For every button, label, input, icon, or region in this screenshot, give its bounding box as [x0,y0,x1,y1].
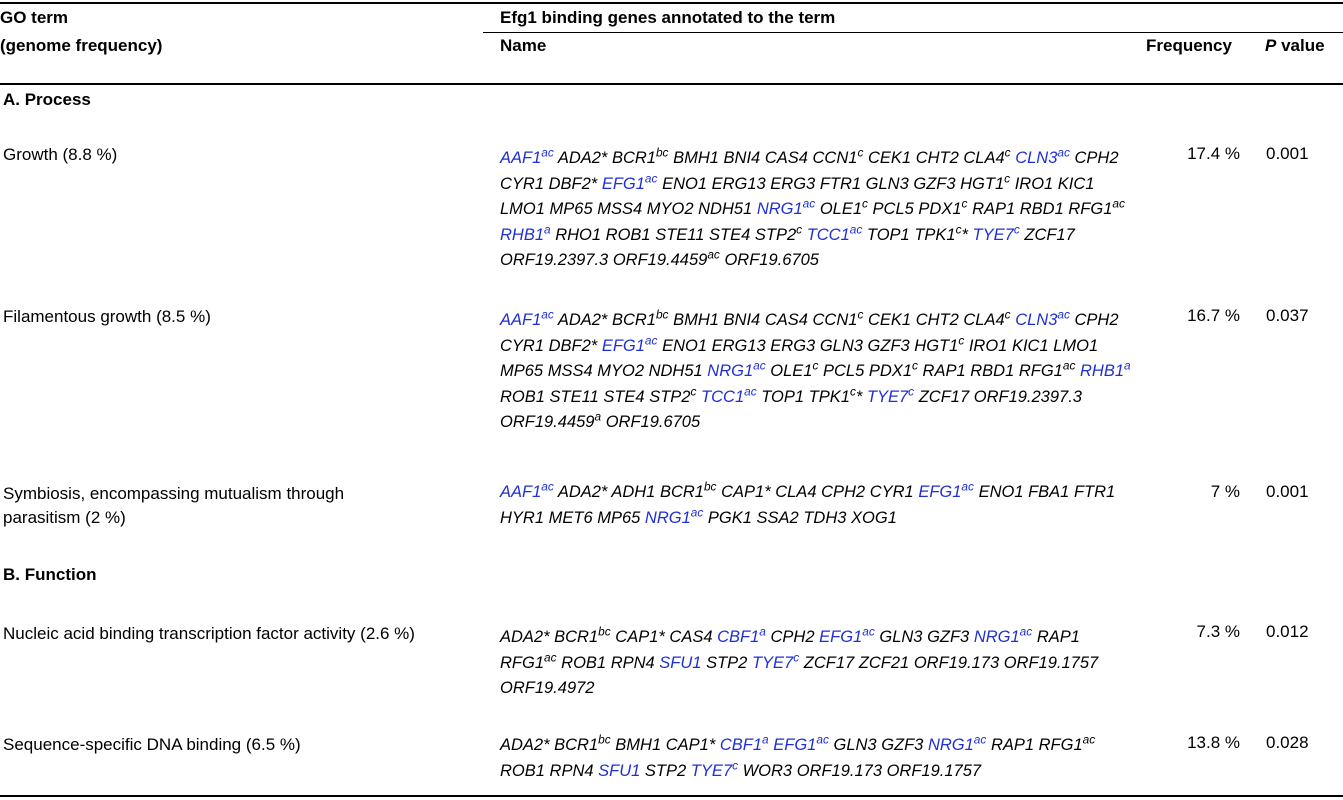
gene-name: CBF1$^a$ [719,732,769,754]
gene-name: MP65 [597,508,641,527]
gene-name: BNI4 [723,311,761,329]
gene-name: CAP1* [721,483,771,501]
gene-name: STE11 [549,387,599,406]
frequency-filamentous-growth: 16.7 % [1187,306,1240,325]
header-subrule [483,32,1343,33]
gene-name: TPK1$^c$* [914,222,968,244]
header-go-term: GO term [0,8,69,27]
gene-name: GLN3 [819,336,863,355]
gene-name: IRO1 [968,336,1008,355]
gene-superscript: ac [1062,358,1076,373]
gene-name: ROB1 [500,761,545,780]
go-term-symbiosis-line1: Symbiosis, encompassing mutualism through [3,484,345,503]
gene-name: HGT1$^c$ [960,171,1011,193]
gene-name: LMO1 [1053,336,1099,355]
gene-name: CCN1$^c$ [812,307,864,329]
gene-name: $AAF1^{ac}$ [500,307,554,329]
gene-name: $AAF1^{ac}$ [500,145,554,167]
gene-name: $RFG1^{ac}$ [500,650,557,672]
gene-name: ERG3 [770,174,816,193]
header-pvalue [1265,34,1325,58]
gene-name: IRO1 [1014,174,1054,193]
gene-superscript: c [955,222,962,237]
gene-superscript: c [958,333,965,348]
gene-name: $EFG1^{ac}$ [918,479,974,501]
gene-name: TYE7$^c$ [690,758,739,780]
gene-name: MP65 [500,362,544,381]
gene-list-filamentous-growth [500,308,1140,436]
gene-superscript: c [961,196,968,211]
gene-superscript: c [1013,222,1020,237]
gene-name: CBF1$^a$ [717,624,766,646]
frequency-symbiosis: 7 % [1210,482,1240,501]
gene-name: RBD1 [970,362,1015,381]
table-bottom-rule [0,795,1343,797]
gene-name: $BCR1^{bc}$ [554,624,611,646]
gene-name: TYE7$^c$ [972,222,1020,244]
gene-superscript: bc [655,145,669,160]
gene-name: RPN4 [549,761,594,780]
go-term-nucleic-acid-binding: Nucleic acid binding transcription factor activity (2.6 %) [3,624,415,643]
gene-name: RAP1 [990,736,1035,754]
gene-name: ERG13 [711,174,766,193]
gene-name: TYE7$^c$ [866,384,915,406]
gene-name: LMO1 [500,200,545,219]
gene-superscript: bc [703,479,717,494]
gene-name: CEK1 [867,311,912,329]
gene-name: GLN3 [879,628,923,646]
gene-name: OLE1$^c$ [770,358,819,381]
gene-name: ENO1 [662,174,707,193]
gene-name: FTR1 [819,174,862,193]
go-term-symbiosis-line2: parasitism (2 %) [3,508,126,527]
gene-superscript: c [849,384,856,399]
gene-name: ZCF21 [858,653,910,672]
gene-name: ORF19.4459$^a$ [500,409,602,432]
gene-name: $TCC1^{ac}$ [806,222,863,244]
gene-name: CCN1$^c$ [812,145,864,167]
gene-superscript: ac [1112,196,1125,211]
gene-name: $EFG1^{ac}$ [601,333,658,355]
gene-name: ENO1 [978,483,1024,501]
gene-superscript: c [908,384,915,399]
gene-name: FBA1 [1028,483,1070,501]
gene-superscript: c [732,758,739,773]
gene-superscript: ac [753,358,766,373]
gene-name: DBF2* [548,174,598,193]
pvalue-nucleic-acid-binding: 0.012 [1266,622,1309,641]
gene-name: CLA4 [775,483,817,501]
gene-list-dna-binding [500,733,1140,784]
gene-superscript: ac [644,333,658,348]
gene-name: $AAF1^{ac}$ [500,479,554,501]
gene-superscript: bc [598,624,611,639]
gene-name: $EFG1^{ac}$ [601,171,658,193]
gene-name: PGK1 [707,508,752,527]
gene-name: ORF19.4459$^{ac}$ [612,247,720,270]
gene-name: GZF3 [881,736,924,754]
gene-name: ADA2* [500,736,550,754]
gene-name: GLN3 [833,736,877,754]
gene-name: ORF19.173 [913,653,1000,672]
gene-name: MYO2 [597,362,644,381]
gene-superscript: a [594,409,602,424]
gene-name: $BCR1^{bc}$ [611,145,669,167]
gene-name: OLE1$^c$ [819,196,868,219]
pvalue-growth: 0.001 [1266,144,1309,163]
gene-name: ADA2* [500,628,550,646]
gene-superscript: c [1004,171,1011,186]
gene-name: CLA4$^c$ [963,145,1011,167]
header-pvalue-rest: value [1276,36,1325,55]
gene-list-symbiosis [500,480,1140,531]
gene-name: CAS4 [764,149,808,167]
table-top-rule [0,2,1343,4]
frequency-dna-binding: 13.8 % [1187,733,1240,752]
gene-superscript: bc [655,307,669,322]
gene-superscript: ac [849,222,863,237]
gene-name: ROB1 [500,387,545,406]
gene-name: PDX1$^c$ [868,358,918,381]
gene-name: CAS4 [669,628,713,646]
gene-name: HGT1$^c$ [914,333,965,355]
gene-superscript: c [912,358,918,373]
gene-name: CHT2 [915,149,959,167]
gene-superscript: ac [862,624,875,639]
gene-name: RAP1 [972,200,1016,219]
gene-name: ADA2* [557,483,608,501]
header-genome-frequency: (genome frequency) [0,36,163,55]
gene-name: RBD1 [1019,200,1064,219]
gene-name: GZF3 [927,628,970,646]
gene-name: ORF19.1757 [1003,653,1099,672]
gene-name: $TCC1^{ac}$ [701,384,757,406]
gene-name: STP2 [644,761,687,780]
gene-name: RAP1 [1036,628,1080,646]
header-efg1-genes: Efg1 binding genes annotated to the term [500,8,836,27]
gene-name: CYR1 [869,483,914,501]
gene-superscript: bc [598,732,611,747]
gene-name: ERG13 [711,336,766,355]
gene-name: ENO1 [662,336,707,355]
gene-superscript: ac [541,145,554,160]
gene-superscript: ac [690,505,704,520]
gene-superscript: c [812,358,819,373]
gene-name: KIC1 [1011,336,1049,355]
gene-name: CAP1* [615,628,665,646]
frequency-nucleic-acid-binding: 7.3 % [1196,622,1240,641]
gene-name: CLA4$^c$ [963,307,1011,329]
gene-name: ORF19.6705 [605,413,701,432]
pvalue-filamentous-growth: 0.037 [1266,306,1309,325]
gene-name: RAP1 [922,362,966,381]
gene-name: BNI4 [723,149,761,167]
gene-name: $NRG1^{ac}$ [973,624,1033,646]
gene-name: $NRG1^{ac}$ [707,358,766,381]
gene-name: CPH2 [1074,149,1119,167]
header-frequency: Frequency [1146,36,1232,55]
gene-name: FTR1 [1073,483,1116,501]
gene-superscript: a [544,222,551,237]
gene-name: $RFG1^{ac}$ [1068,196,1125,219]
gene-name: STP2$^c$ [649,384,697,406]
gene-name: ADH1 [611,483,656,501]
gene-name: TPK1$^c$* [808,384,863,406]
gene-name: STP2 [706,653,748,672]
gene-superscript: c [793,650,800,665]
gene-superscript: c [857,307,864,322]
gene-superscript: ac [1057,307,1070,322]
gene-superscript: ac [1082,732,1096,747]
section-title-process: A. Process [3,90,91,109]
gene-name: ROB1 [561,653,607,672]
gene-superscript: c [1004,145,1011,160]
gene-name: GZF3 [867,336,910,355]
gene-name: ZCF17 [918,387,970,406]
gene-superscript: ac [544,650,557,665]
gene-name: CAS4 [764,311,808,329]
gene-name: ORF19.173 [796,761,882,780]
header-bottom-rule [0,83,1343,85]
pvalue-symbiosis: 0.001 [1266,482,1309,501]
gene-name: XOG1 [851,508,897,527]
gene-name: $NRG1^{ac}$ [756,196,816,219]
gene-name: MSS4 [547,362,593,381]
gene-superscript: c [1004,307,1011,322]
gene-list-nucleic-acid-binding [500,625,1140,702]
gene-name: $NRG1^{ac}$ [927,732,987,754]
gene-name: ORF19.2397.3 [973,387,1082,406]
gene-name: SFU1 [659,653,702,672]
gene-name: BMH1 [615,736,662,754]
gene-name: HYR1 [500,508,545,527]
gene-name: $EFG1^{ac}$ [773,732,829,754]
gene-name: PCL5 [823,362,865,381]
go-term-filamentous-growth: Filamentous growth (8.5 %) [3,307,211,326]
gene-name: $RFG1^{ac}$ [1018,358,1076,381]
gene-name: ORF19.4972 [500,679,595,698]
gene-name: STE4 [709,225,751,244]
gene-name: CHT2 [915,311,959,329]
gene-name: ADA2* [557,311,608,329]
gene-name: CEK1 [867,149,912,167]
gene-superscript: ac [744,384,757,399]
gene-name: TDH3 [803,508,847,527]
gene-name: CYR1 [500,174,545,193]
gene-name: $BCR1^{bc}$ [554,732,611,754]
gene-name: ROB1 [605,225,651,244]
gene-name: RHB1$^a$ [1080,358,1131,381]
gene-name: ZCF17 [803,653,855,672]
gene-name: DBF2* [548,336,598,355]
gene-superscript: ac [707,247,720,262]
gene-name: CPH2 [821,483,866,501]
header-name: Name [500,36,547,55]
gene-name: MYO2 [646,200,694,219]
gene-name: RHO1 [555,225,602,244]
gene-superscript: c [857,145,864,160]
gene-name: ZCF17 [1024,225,1075,244]
gene-superscript: c [690,384,697,399]
header-pvalue-p: P [1265,36,1277,55]
gene-name: ERG3 [770,336,816,355]
gene-superscript: a [762,732,769,747]
gene-name: $NRG1^{ac}$ [644,505,704,527]
gene-name: $BCR1^{bc}$ [659,479,717,501]
gene-name: ADA2* [557,149,608,167]
gene-name: KIC1 [1057,174,1095,193]
gene-name: $BCR1^{bc}$ [611,307,669,329]
gene-name: SSA2 [756,508,799,527]
gene-name: ORF19.2397.3 [500,251,609,270]
gene-name: PCL5 [872,200,914,219]
gene-list-growth [500,146,1140,274]
gene-name: PDX1$^c$ [918,196,968,219]
gene-name: RPN4 [610,653,655,672]
gene-name: TOP1 [761,387,805,406]
gene-superscript: c [862,196,868,211]
gene-superscript: ac [816,732,829,747]
gene-name: MSS4 [597,200,643,219]
gene-name: BMH1 [673,311,719,329]
gene-superscript: a [759,624,766,639]
gene-name: STE4 [603,387,645,406]
gene-name: $CLN3^{ac}$ [1015,145,1070,167]
gene-name: NDH51 [698,200,753,219]
gene-name: GZF3 [913,174,956,193]
go-term-growth: Growth (8.8 %) [3,145,118,164]
gene-superscript: ac [1019,624,1033,639]
gene-name: MP65 [549,200,593,219]
gene-name: SFU1 [598,761,641,780]
gene-name: TYE7$^c$ [751,650,800,672]
gene-name: STP2$^c$ [754,222,803,244]
gene-superscript: ac [961,479,974,494]
gene-name: CAP1* [665,736,716,754]
gene-name: ORF19.1757 [886,761,982,780]
gene-name: ORF19.6705 [724,251,819,270]
gene-superscript: ac [644,171,658,186]
section-title-function: B. Function [3,565,97,584]
gene-name: WOR3 [742,761,793,780]
gene-superscript: ac [802,196,816,211]
gene-name: $EFG1^{ac}$ [819,624,875,646]
gene-superscript: ac [973,732,987,747]
pvalue-dna-binding: 0.028 [1266,733,1309,752]
gene-name: CYR1 [500,336,545,355]
gene-superscript: ac [541,479,554,494]
gene-name: $RFG1^{ac}$ [1038,732,1096,754]
gene-name: NDH51 [648,362,703,381]
gene-name: $CLN3^{ac}$ [1015,307,1070,329]
gene-name: BMH1 [673,149,719,167]
gene-superscript: c [796,222,803,237]
gene-superscript: a [1124,358,1131,373]
gene-name: RHB1$^a$ [500,222,551,244]
gene-superscript: ac [541,307,554,322]
go-term-dna-binding: Sequence-specific DNA binding (6.5 %) [3,735,301,754]
gene-name: CPH2 [1074,311,1119,329]
gene-name: TOP1 [866,225,910,244]
frequency-growth: 17.4 % [1187,144,1240,163]
gene-name: GLN3 [865,174,909,193]
gene-name: STE11 [655,225,705,244]
gene-superscript: ac [1057,145,1070,160]
gene-name: CPH2 [770,628,815,646]
gene-name: MET6 [548,508,593,527]
